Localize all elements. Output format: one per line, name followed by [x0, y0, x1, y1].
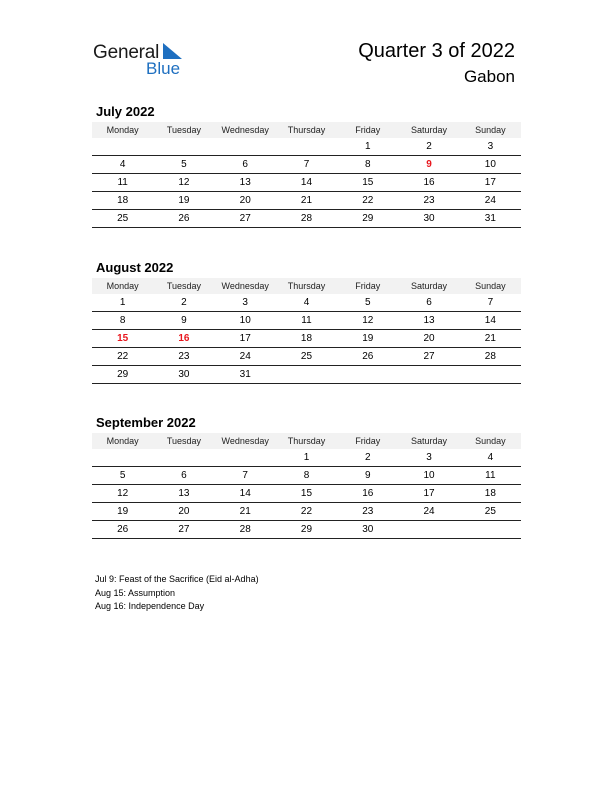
- week-row: [92, 485, 521, 503]
- logo-text-general: General: [93, 42, 160, 63]
- weekday-header: Thursday: [276, 122, 337, 138]
- day-cell: 24: [398, 503, 459, 521]
- week-row: [92, 366, 521, 384]
- logo: [93, 40, 193, 80]
- day-cell: 11: [276, 312, 337, 330]
- day-cell: 5: [92, 467, 153, 485]
- calendar-table: [92, 122, 521, 228]
- day-cell: 31: [215, 366, 276, 384]
- day-cell: 28: [460, 348, 521, 366]
- weekday-header: Thursday: [276, 278, 337, 294]
- day-cell: 21: [215, 503, 276, 521]
- day-cell: [276, 138, 337, 156]
- day-cell: [398, 366, 459, 384]
- weekday-header: Saturday: [398, 122, 459, 138]
- day-cell: 13: [398, 312, 459, 330]
- day-cell: [460, 366, 521, 384]
- day-cell: 21: [276, 192, 337, 210]
- day-cell: 18: [276, 330, 337, 348]
- weekday-header-row: [92, 433, 521, 449]
- day-cell: 28: [276, 210, 337, 228]
- logo-text-blue: Blue: [146, 59, 181, 78]
- week-row: [92, 521, 521, 539]
- day-cell: 18: [460, 485, 521, 503]
- day-cell: 16: [153, 330, 214, 348]
- day-cell: 22: [92, 348, 153, 366]
- day-cell: 25: [92, 210, 153, 228]
- day-cell: 28: [215, 521, 276, 539]
- calendar-table: [92, 278, 521, 384]
- day-cell: 1: [276, 449, 337, 467]
- calendar-table: [92, 433, 521, 539]
- month-august: [92, 258, 521, 384]
- weekday-header-row: [92, 122, 521, 138]
- day-cell: [92, 449, 153, 467]
- weekday-header: Tuesday: [153, 278, 214, 294]
- day-cell: 6: [153, 467, 214, 485]
- day-cell: 27: [215, 210, 276, 228]
- day-cell: 13: [153, 485, 214, 503]
- day-cell: [337, 366, 398, 384]
- day-cell: 2: [398, 138, 459, 156]
- day-cell: 8: [276, 467, 337, 485]
- day-cell: 18: [92, 192, 153, 210]
- day-cell: 8: [92, 312, 153, 330]
- weekday-header-row: [92, 278, 521, 294]
- weekday-header: Sunday: [460, 433, 521, 449]
- day-cell: 12: [92, 485, 153, 503]
- day-cell: 15: [276, 485, 337, 503]
- day-cell: 29: [276, 521, 337, 539]
- day-cell: 11: [92, 174, 153, 192]
- quarter-title: Quarter 3 of 2022: [358, 40, 515, 62]
- weekday-header: Wednesday: [215, 278, 276, 294]
- country-name: Gabon: [463, 67, 515, 86]
- week-row: [92, 312, 521, 330]
- day-cell: 20: [215, 192, 276, 210]
- day-cell: [460, 521, 521, 539]
- weekday-header: Tuesday: [153, 122, 214, 138]
- day-cell: 17: [460, 174, 521, 192]
- day-cell: 12: [153, 174, 214, 192]
- day-cell: 10: [398, 467, 459, 485]
- weekday-header: Tuesday: [153, 433, 214, 449]
- month-september: [92, 413, 521, 539]
- weekday-header: Monday: [92, 433, 153, 449]
- holiday-notes: [95, 573, 259, 614]
- weekday-header: Sunday: [460, 122, 521, 138]
- day-cell: 31: [460, 210, 521, 228]
- day-cell: [153, 449, 214, 467]
- day-cell: 16: [337, 485, 398, 503]
- day-cell: [153, 138, 214, 156]
- weekday-header: Monday: [92, 122, 153, 138]
- weekday-header: Monday: [92, 278, 153, 294]
- day-cell: 23: [337, 503, 398, 521]
- day-cell: 30: [153, 366, 214, 384]
- day-cell: 24: [215, 348, 276, 366]
- day-cell: 12: [337, 312, 398, 330]
- day-cell: 26: [337, 348, 398, 366]
- day-cell: 8: [337, 156, 398, 174]
- day-cell: 14: [460, 312, 521, 330]
- day-cell: [215, 449, 276, 467]
- week-row: [92, 192, 521, 210]
- weekday-header: Friday: [337, 433, 398, 449]
- day-cell: 11: [460, 467, 521, 485]
- day-cell: 9: [153, 312, 214, 330]
- day-cell: 2: [153, 294, 214, 312]
- day-cell: [92, 138, 153, 156]
- day-cell: 13: [215, 174, 276, 192]
- holiday-note: Aug 15: Assumption: [95, 587, 176, 598]
- day-cell: 15: [337, 174, 398, 192]
- holiday-note: Aug 16: Independence Day: [95, 601, 205, 611]
- day-cell: 24: [460, 192, 521, 210]
- weekday-header: Saturday: [398, 433, 459, 449]
- day-cell: 19: [92, 503, 153, 521]
- day-cell: 10: [215, 312, 276, 330]
- day-cell: 9: [398, 156, 459, 174]
- weekday-header: Sunday: [460, 278, 521, 294]
- day-cell: 5: [337, 294, 398, 312]
- weekday-header: Friday: [337, 278, 398, 294]
- day-cell: 3: [460, 138, 521, 156]
- day-cell: 7: [276, 156, 337, 174]
- week-row: [92, 156, 521, 174]
- day-cell: 29: [337, 210, 398, 228]
- day-cell: 14: [276, 174, 337, 192]
- day-cell: [276, 366, 337, 384]
- day-cell: 25: [276, 348, 337, 366]
- day-cell: 10: [460, 156, 521, 174]
- week-row: [92, 174, 521, 192]
- week-row: [92, 503, 521, 521]
- day-cell: 9: [337, 467, 398, 485]
- day-cell: 6: [215, 156, 276, 174]
- day-cell: 17: [215, 330, 276, 348]
- weekday-header: Friday: [337, 122, 398, 138]
- day-cell: 1: [92, 294, 153, 312]
- week-row: [92, 138, 521, 156]
- weekday-header: Thursday: [276, 433, 337, 449]
- day-cell: 19: [153, 192, 214, 210]
- day-cell: [398, 521, 459, 539]
- day-cell: 17: [398, 485, 459, 503]
- weekday-header: Wednesday: [215, 433, 276, 449]
- week-row: [92, 467, 521, 485]
- day-cell: 30: [398, 210, 459, 228]
- day-cell: 22: [337, 192, 398, 210]
- month-title: September 2022: [96, 415, 196, 430]
- day-cell: 23: [398, 192, 459, 210]
- day-cell: 27: [398, 348, 459, 366]
- day-cell: 7: [215, 467, 276, 485]
- day-cell: 3: [398, 449, 459, 467]
- day-cell: 16: [398, 174, 459, 192]
- day-cell: 4: [276, 294, 337, 312]
- day-cell: 22: [276, 503, 337, 521]
- day-cell: 20: [398, 330, 459, 348]
- day-cell: 15: [92, 330, 153, 348]
- day-cell: 30: [337, 521, 398, 539]
- holiday-note: Jul 9: Feast of the Sacrifice (Eid al-Adha): [95, 574, 259, 584]
- day-cell: 21: [460, 330, 521, 348]
- day-cell: 4: [92, 156, 153, 174]
- day-cell: 7: [460, 294, 521, 312]
- week-row: [92, 210, 521, 228]
- weekday-header: Saturday: [398, 278, 459, 294]
- day-cell: 3: [215, 294, 276, 312]
- month-title: July 2022: [96, 104, 155, 119]
- day-cell: 26: [153, 210, 214, 228]
- day-cell: 26: [92, 521, 153, 539]
- day-cell: 27: [153, 521, 214, 539]
- weekday-header: Wednesday: [215, 122, 276, 138]
- day-cell: 25: [460, 503, 521, 521]
- day-cell: 29: [92, 366, 153, 384]
- week-row: [92, 330, 521, 348]
- week-row: [92, 449, 521, 467]
- day-cell: 4: [460, 449, 521, 467]
- day-cell: 23: [153, 348, 214, 366]
- month-july: [92, 102, 521, 228]
- week-row: [92, 348, 521, 366]
- week-row: [92, 294, 521, 312]
- day-cell: 6: [398, 294, 459, 312]
- day-cell: [215, 138, 276, 156]
- logo-flag-icon: [161, 42, 183, 60]
- day-cell: 14: [215, 485, 276, 503]
- day-cell: 5: [153, 156, 214, 174]
- month-title: August 2022: [96, 260, 174, 275]
- day-cell: 20: [153, 503, 214, 521]
- day-cell: 2: [337, 449, 398, 467]
- day-cell: 19: [337, 330, 398, 348]
- day-cell: 1: [337, 138, 398, 156]
